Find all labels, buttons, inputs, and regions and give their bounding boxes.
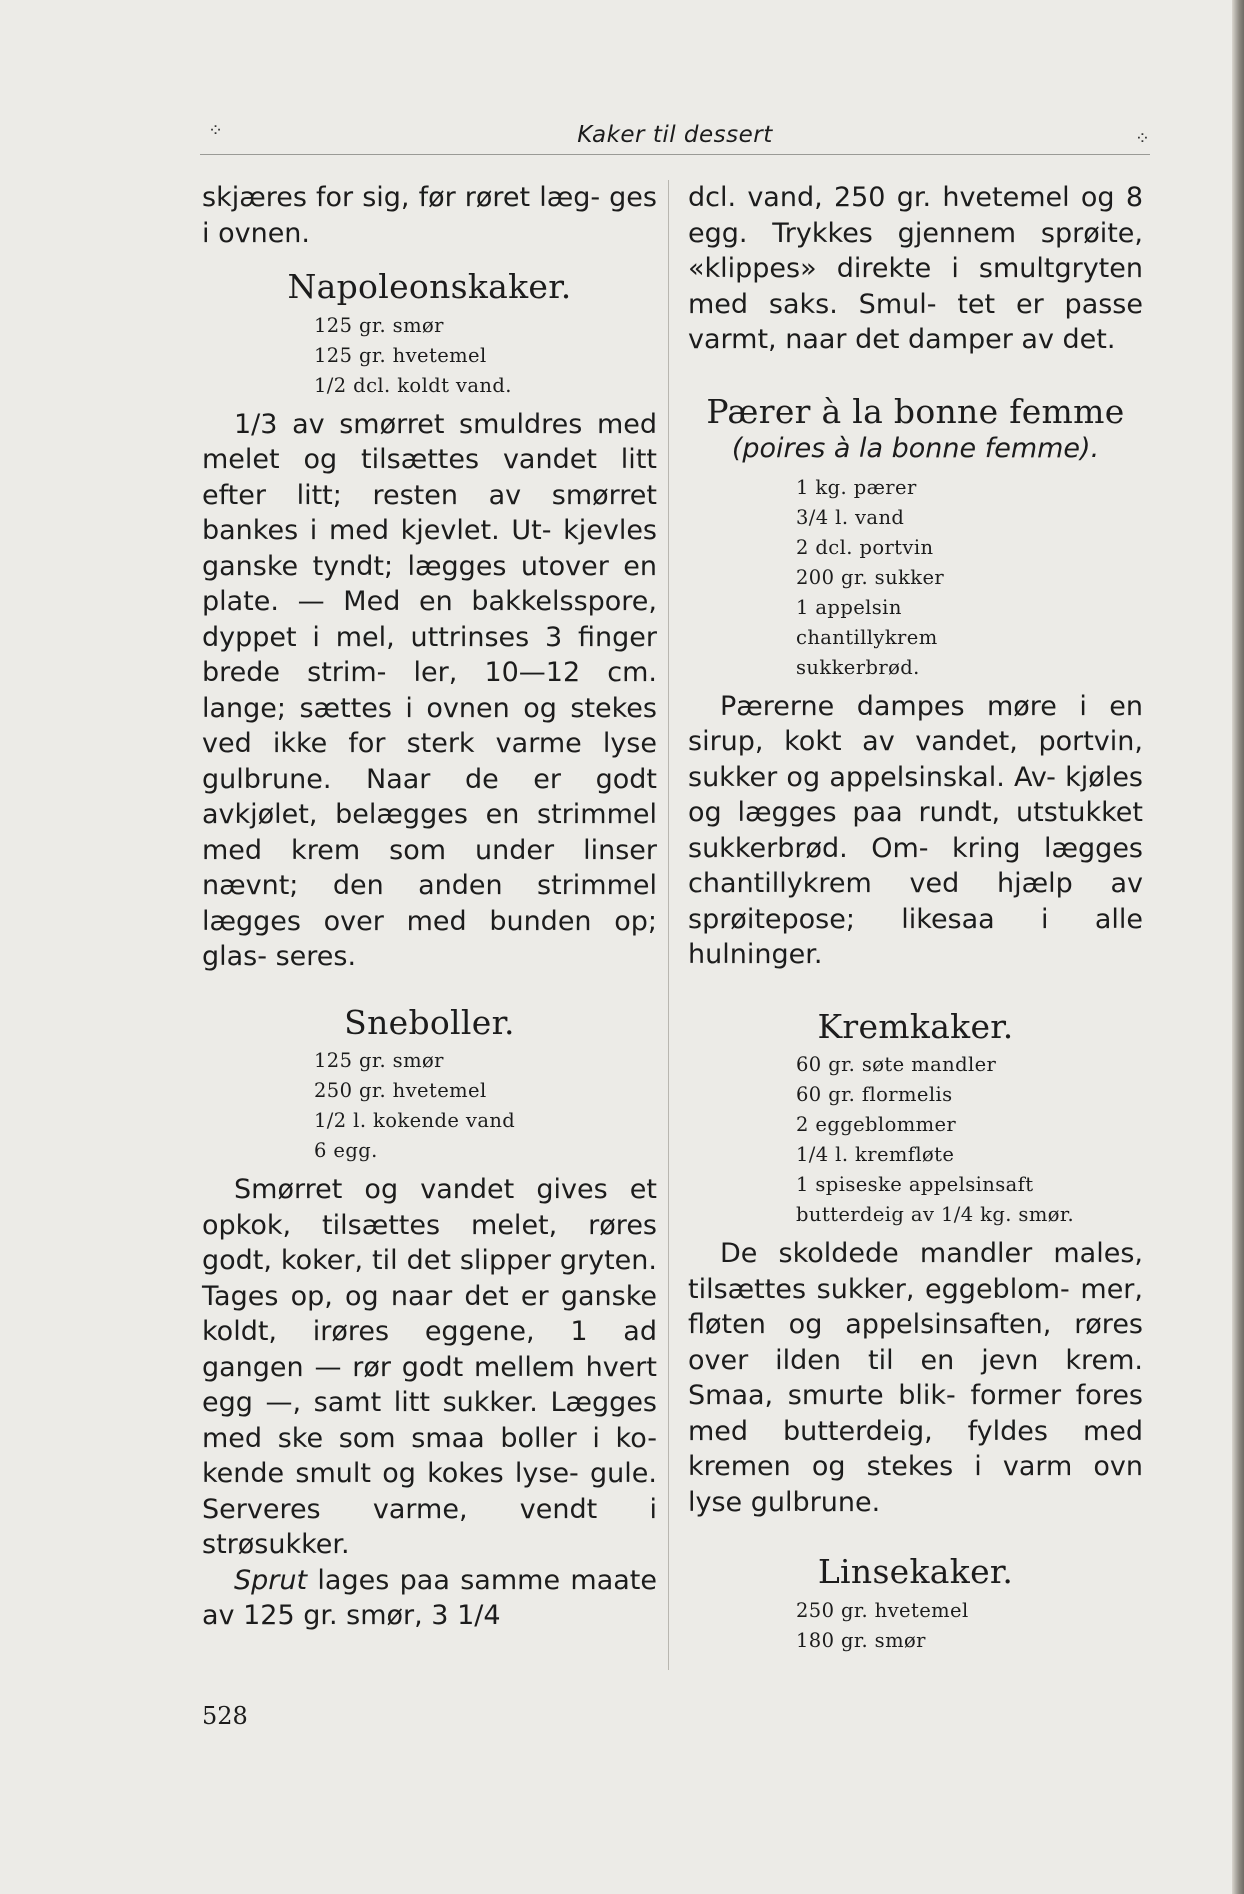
ingredient: 125 gr. smør — [314, 1049, 444, 1072]
left-column — [202, 180, 657, 1634]
ingredient: 1 kg. pærer — [796, 475, 917, 499]
ingredient: 3/4 l. vand — [796, 505, 905, 529]
ornament-left-icon: ⁘ — [208, 120, 224, 141]
ingredient: 1/2 dcl. koldt vand. — [314, 373, 512, 397]
ingredient: 1/2 l. kokende vand — [314, 1109, 516, 1132]
recipe-title-sneboller: Sneboller. — [344, 1002, 515, 1042]
ingredient: 2 eggeblommer — [796, 1113, 957, 1136]
ingredient-list-kremkaker — [688, 1050, 1143, 1230]
recipe-text-kremkaker: De skoldede mandler males, tilsættes sukker, eggeblom- mer, fløten og appelsinsaften, røres over ilden til en jevn krem. Smaa, smurte blik- former fores med butterdeig, fyldes med kremen og stekes i varm ovn lyse gulbrune. — [688, 1238, 1143, 1518]
page-number: 528 — [202, 1702, 248, 1730]
ingredient: 2 dcl. portvin — [796, 535, 934, 559]
ingredient: 125 gr. hvetemel — [314, 343, 487, 367]
continuation-text: dcl. vand, 250 gr. hvetemel og 8 egg. Trykkes gjennem sprøite, «klippes» direkte i smultgryten med saks. Smul- tet er passe varmt, naar det damper av det. — [688, 182, 1143, 355]
recipe-title-kremkaker: Kremkaker. — [817, 1006, 1014, 1046]
intro-text: skjæres for sig, før røret læg- ges i ovnen. — [202, 182, 657, 249]
ingredient: butterdeig av 1/4 kg. smør. — [796, 1203, 1075, 1226]
sprut-text: lages paa samme maate av 125 gr. smør, 3 1/4 — [202, 1564, 657, 1631]
ingredient: 1 appelsin — [796, 595, 902, 619]
recipe-title-paerer: Pærer à la bonne femme — [706, 391, 1125, 431]
recipe-text-sprut — [202, 1563, 657, 1634]
recipe-text-sneboller: Smørret og vandet gives et opkok, tilsættes melet, røres godt, koker, til det slipper gryten. Tages op, og naar det er ganske koldt, irøres eggene, 1 ad gangen — rør godt mellem hvert egg —, samt litt sukker. Lægges med ske som smaa boller i ko- kende smult og kokes lyse- gule. Serveres varme, vendt i strøsukker. — [202, 1174, 657, 1560]
ingredient: 180 gr. smør — [796, 1628, 926, 1652]
recipe-text-napoleonskaker: 1/3 av smørret smuldres med melet og tilsættes vandet litt efter litt; resten av smørret bankes i med kjevlet. Ut- kjevles ganske tyndt; lægges utover en plate. — Med en bakkelsspore, dyppet i mel, uttrinses 3 finger brede strim- ler, 10—12 cm. lange; sættes i ovnen og stekes ved ikke for sterk varme lyse gulbrune. Naar de er godt avkjølet, belægges en strimmel med krem som under linser nævnt; den anden strimmel lægges over med bunden op; glas- seres. — [202, 408, 657, 972]
running-title: Kaker til dessert — [577, 122, 773, 148]
recipe-subtitle-paerer: (poires à la bonne femme). — [731, 433, 1100, 464]
ingredient: 250 gr. hvetemel — [314, 1079, 487, 1102]
ingredient: chantillykrem — [796, 625, 938, 649]
ingredient-list-linsekaker — [688, 1596, 1143, 1656]
ingredient: 200 gr. sukker — [796, 565, 945, 589]
recipe-title-napoleonskaker: Napoleonskaker. — [287, 267, 572, 306]
recipe-text-paerer: Pærerne dampes møre i en sirup, kokt av vandet, portvin, sukker og appelsinskal. Av- kjøles og lægges paa rundt, utstukket sukkerbrød. Om- kring lægges chantillykrem ved hjælp av sprøitepose; likesaa i alle hulninger. — [688, 690, 1143, 970]
recipe-title-linsekaker: Linsekaker. — [817, 1552, 1014, 1591]
ingredient: 6 egg. — [314, 1139, 378, 1162]
ingredient: sukkerbrød. — [796, 655, 920, 679]
ingredient: 1/4 l. kremfløte — [796, 1143, 955, 1166]
ingredient-list-paerer — [688, 473, 1143, 683]
column-divider — [668, 180, 669, 1670]
book-spine-edge — [1232, 0, 1244, 1894]
ingredient: 250 gr. hvetemel — [796, 1598, 969, 1622]
ornament-right-icon: ⁘ — [1134, 128, 1150, 149]
ingredient: 60 gr. søte mandler — [796, 1053, 997, 1076]
ingredient-list-sneboller — [202, 1046, 657, 1166]
sprut-word: Sprut — [234, 1564, 308, 1596]
ingredient: 60 gr. flormelis — [796, 1083, 953, 1106]
running-header — [200, 118, 1150, 155]
right-column — [688, 180, 1143, 1662]
ingredient-list-napoleonskaker — [202, 311, 657, 401]
ingredient: 1 spiseske appelsinsaft — [796, 1173, 1034, 1196]
ingredient: 125 gr. smør — [314, 313, 444, 337]
